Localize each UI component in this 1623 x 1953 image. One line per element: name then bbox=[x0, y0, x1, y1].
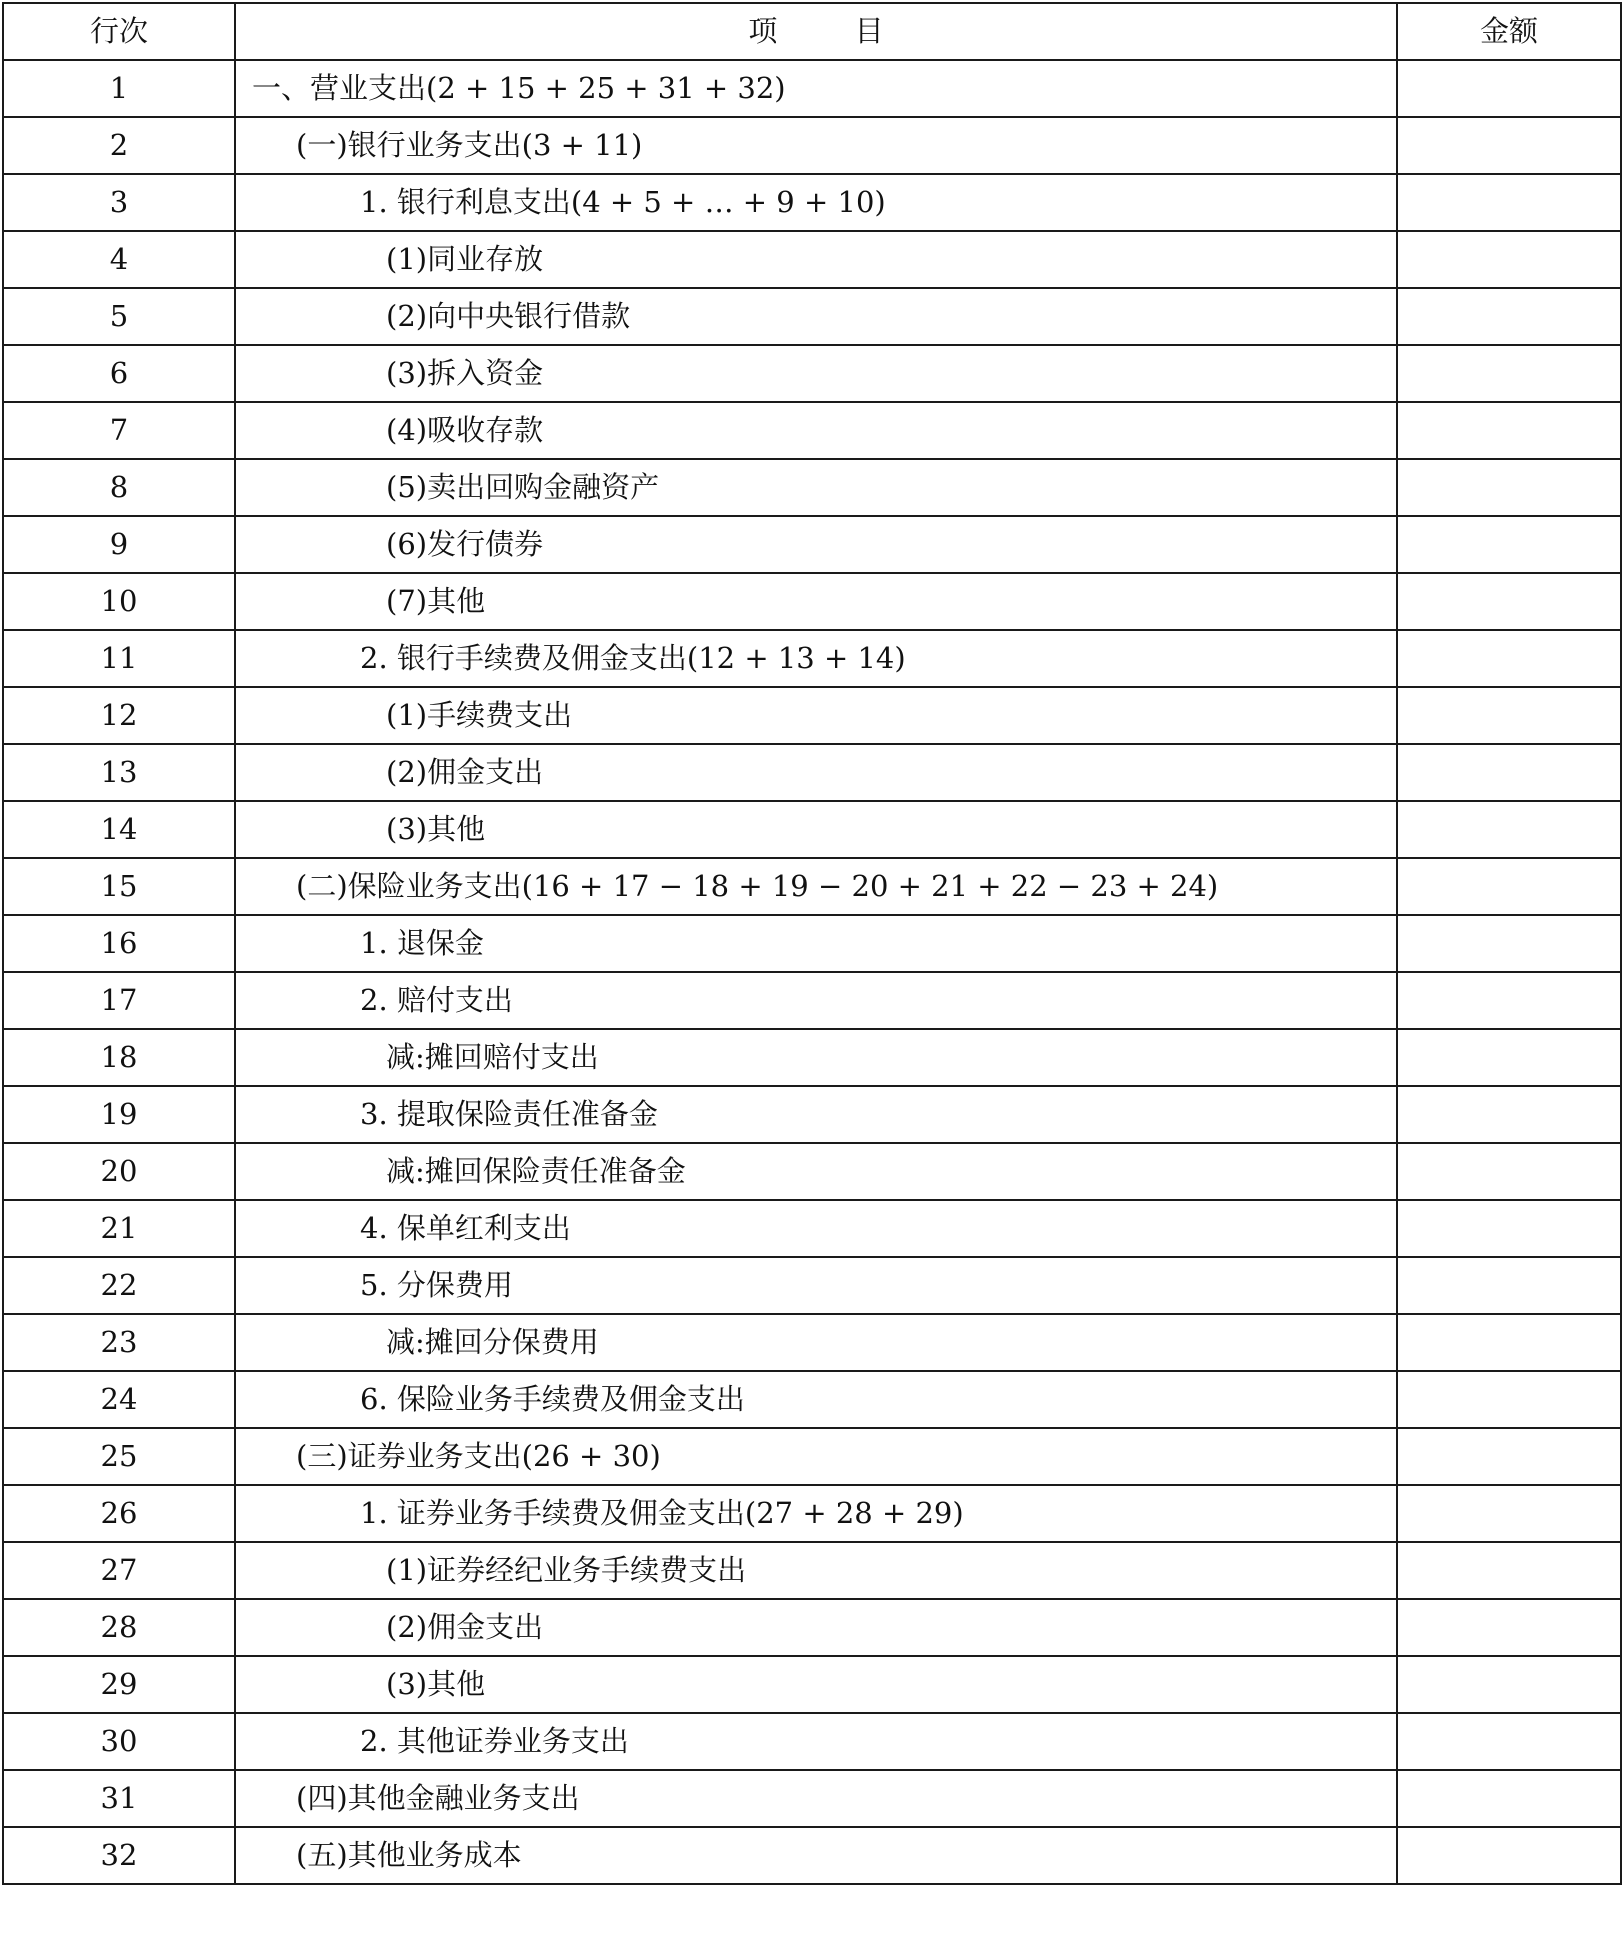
item-cell: (1)手续费支出 bbox=[235, 687, 1397, 744]
row-number-cell: 10 bbox=[3, 573, 235, 630]
item-cell: (一)银行业务支出(3 + 11) bbox=[235, 117, 1397, 174]
header-row bbox=[3, 3, 1621, 60]
amount-cell[interactable] bbox=[1397, 1485, 1621, 1542]
item-cell: 5. 分保费用 bbox=[235, 1257, 1397, 1314]
amount-cell[interactable] bbox=[1397, 915, 1621, 972]
table-row bbox=[3, 1143, 1621, 1200]
table-row bbox=[3, 402, 1621, 459]
table-row bbox=[3, 1200, 1621, 1257]
item-cell: 2. 银行手续费及佣金支出(12 + 13 + 14) bbox=[235, 630, 1397, 687]
item-cell: (二)保险业务支出(16 + 17 − 18 + 19 − 20 + 21 + 22 − 23 + 24) bbox=[235, 858, 1397, 915]
amount-cell[interactable] bbox=[1397, 1656, 1621, 1713]
item-cell: (5)卖出回购金融资产 bbox=[235, 459, 1397, 516]
table-row bbox=[3, 630, 1621, 687]
amount-cell[interactable] bbox=[1397, 1086, 1621, 1143]
row-number-cell: 4 bbox=[3, 231, 235, 288]
row-number-cell: 25 bbox=[3, 1428, 235, 1485]
item-cell: (1)同业存放 bbox=[235, 231, 1397, 288]
amount-cell[interactable] bbox=[1397, 60, 1621, 117]
amount-cell[interactable] bbox=[1397, 174, 1621, 231]
row-number-cell: 13 bbox=[3, 744, 235, 801]
row-number-cell: 12 bbox=[3, 687, 235, 744]
table-row bbox=[3, 1770, 1621, 1827]
row-number-cell: 20 bbox=[3, 1143, 235, 1200]
row-number-cell: 7 bbox=[3, 402, 235, 459]
table-row bbox=[3, 1029, 1621, 1086]
amount-cell[interactable] bbox=[1397, 1599, 1621, 1656]
item-cell: 1. 证券业务手续费及佣金支出(27 + 28 + 29) bbox=[235, 1485, 1397, 1542]
amount-cell[interactable] bbox=[1397, 573, 1621, 630]
table-row bbox=[3, 1827, 1621, 1884]
row-number-cell: 14 bbox=[3, 801, 235, 858]
item-cell: (四)其他金融业务支出 bbox=[235, 1770, 1397, 1827]
table-row bbox=[3, 1599, 1621, 1656]
row-number-cell: 6 bbox=[3, 345, 235, 402]
header-row-no: 行次 bbox=[3, 3, 235, 60]
row-number-cell: 9 bbox=[3, 516, 235, 573]
item-cell: 6. 保险业务手续费及佣金支出 bbox=[235, 1371, 1397, 1428]
amount-cell[interactable] bbox=[1397, 1200, 1621, 1257]
item-cell: 4. 保单红利支出 bbox=[235, 1200, 1397, 1257]
table-row bbox=[3, 573, 1621, 630]
item-cell: 一、营业支出(2 + 15 + 25 + 31 + 32) bbox=[235, 60, 1397, 117]
item-cell: (3)拆入资金 bbox=[235, 345, 1397, 402]
table-body bbox=[3, 60, 1621, 1884]
expense-table bbox=[2, 2, 1622, 1885]
amount-cell[interactable] bbox=[1397, 744, 1621, 801]
row-number-cell: 26 bbox=[3, 1485, 235, 1542]
table-row bbox=[3, 858, 1621, 915]
amount-cell[interactable] bbox=[1397, 1542, 1621, 1599]
table-row bbox=[3, 744, 1621, 801]
row-number-cell: 18 bbox=[3, 1029, 235, 1086]
table-row bbox=[3, 1314, 1621, 1371]
table-row bbox=[3, 1428, 1621, 1485]
amount-cell[interactable] bbox=[1397, 858, 1621, 915]
row-number-cell: 2 bbox=[3, 117, 235, 174]
row-number-cell: 31 bbox=[3, 1770, 235, 1827]
item-cell: (1)证券经纪业务手续费支出 bbox=[235, 1542, 1397, 1599]
table-row bbox=[3, 1257, 1621, 1314]
item-cell: (2)向中央银行借款 bbox=[235, 288, 1397, 345]
item-cell: (五)其他业务成本 bbox=[235, 1827, 1397, 1884]
amount-cell[interactable] bbox=[1397, 1257, 1621, 1314]
table-row bbox=[3, 1542, 1621, 1599]
header-item: 项 目 bbox=[235, 3, 1397, 60]
amount-cell[interactable] bbox=[1397, 459, 1621, 516]
row-number-cell: 23 bbox=[3, 1314, 235, 1371]
table-row bbox=[3, 1656, 1621, 1713]
table-row bbox=[3, 1713, 1621, 1770]
amount-cell[interactable] bbox=[1397, 1770, 1621, 1827]
amount-cell[interactable] bbox=[1397, 402, 1621, 459]
item-cell: 1. 退保金 bbox=[235, 915, 1397, 972]
row-number-cell: 16 bbox=[3, 915, 235, 972]
amount-cell[interactable] bbox=[1397, 1827, 1621, 1884]
amount-cell[interactable] bbox=[1397, 1428, 1621, 1485]
row-number-cell: 11 bbox=[3, 630, 235, 687]
amount-cell[interactable] bbox=[1397, 117, 1621, 174]
amount-cell[interactable] bbox=[1397, 1314, 1621, 1371]
row-number-cell: 22 bbox=[3, 1257, 235, 1314]
amount-cell[interactable] bbox=[1397, 1143, 1621, 1200]
table-row bbox=[3, 1086, 1621, 1143]
item-cell: (3)其他 bbox=[235, 801, 1397, 858]
row-number-cell: 17 bbox=[3, 972, 235, 1029]
row-number-cell: 30 bbox=[3, 1713, 235, 1770]
table-row bbox=[3, 801, 1621, 858]
amount-cell[interactable] bbox=[1397, 288, 1621, 345]
row-number-cell: 15 bbox=[3, 858, 235, 915]
amount-cell[interactable] bbox=[1397, 630, 1621, 687]
row-number-cell: 24 bbox=[3, 1371, 235, 1428]
row-number-cell: 1 bbox=[3, 60, 235, 117]
item-cell: 3. 提取保险责任准备金 bbox=[235, 1086, 1397, 1143]
item-cell: (3)其他 bbox=[235, 1656, 1397, 1713]
item-cell: (7)其他 bbox=[235, 573, 1397, 630]
item-cell: 1. 银行利息支出(4 + 5 + … + 9 + 10) bbox=[235, 174, 1397, 231]
table-header bbox=[3, 3, 1621, 60]
amount-cell[interactable] bbox=[1397, 972, 1621, 1029]
table-row bbox=[3, 687, 1621, 744]
row-number-cell: 21 bbox=[3, 1200, 235, 1257]
table-row bbox=[3, 1371, 1621, 1428]
item-cell: 减:摊回赔付支出 bbox=[235, 1029, 1397, 1086]
row-number-cell: 32 bbox=[3, 1827, 235, 1884]
item-cell: 减:摊回保险责任准备金 bbox=[235, 1143, 1397, 1200]
table-row bbox=[3, 288, 1621, 345]
row-number-cell: 27 bbox=[3, 1542, 235, 1599]
item-cell: 2. 赔付支出 bbox=[235, 972, 1397, 1029]
item-cell: (6)发行债券 bbox=[235, 516, 1397, 573]
header-amount: 金额 bbox=[1397, 3, 1621, 60]
row-number-cell: 3 bbox=[3, 174, 235, 231]
item-cell: 2. 其他证券业务支出 bbox=[235, 1713, 1397, 1770]
row-number-cell: 19 bbox=[3, 1086, 235, 1143]
row-number-cell: 8 bbox=[3, 459, 235, 516]
amount-cell[interactable] bbox=[1397, 345, 1621, 402]
amount-cell[interactable] bbox=[1397, 1371, 1621, 1428]
amount-cell[interactable] bbox=[1397, 687, 1621, 744]
table-row bbox=[3, 516, 1621, 573]
table-row bbox=[3, 231, 1621, 288]
item-cell: (2)佣金支出 bbox=[235, 744, 1397, 801]
row-number-cell: 29 bbox=[3, 1656, 235, 1713]
item-cell: (4)吸收存款 bbox=[235, 402, 1397, 459]
table-row bbox=[3, 459, 1621, 516]
table-row bbox=[3, 117, 1621, 174]
amount-cell[interactable] bbox=[1397, 801, 1621, 858]
amount-cell[interactable] bbox=[1397, 516, 1621, 573]
item-cell: 减:摊回分保费用 bbox=[235, 1314, 1397, 1371]
table-row bbox=[3, 972, 1621, 1029]
row-number-cell: 5 bbox=[3, 288, 235, 345]
item-cell: (2)佣金支出 bbox=[235, 1599, 1397, 1656]
table-row bbox=[3, 915, 1621, 972]
table-row bbox=[3, 174, 1621, 231]
table-row bbox=[3, 345, 1621, 402]
table-row bbox=[3, 60, 1621, 117]
amount-cell[interactable] bbox=[1397, 231, 1621, 288]
amount-cell[interactable] bbox=[1397, 1029, 1621, 1086]
amount-cell[interactable] bbox=[1397, 1713, 1621, 1770]
item-cell: (三)证券业务支出(26 + 30) bbox=[235, 1428, 1397, 1485]
table-row bbox=[3, 1485, 1621, 1542]
row-number-cell: 28 bbox=[3, 1599, 235, 1656]
